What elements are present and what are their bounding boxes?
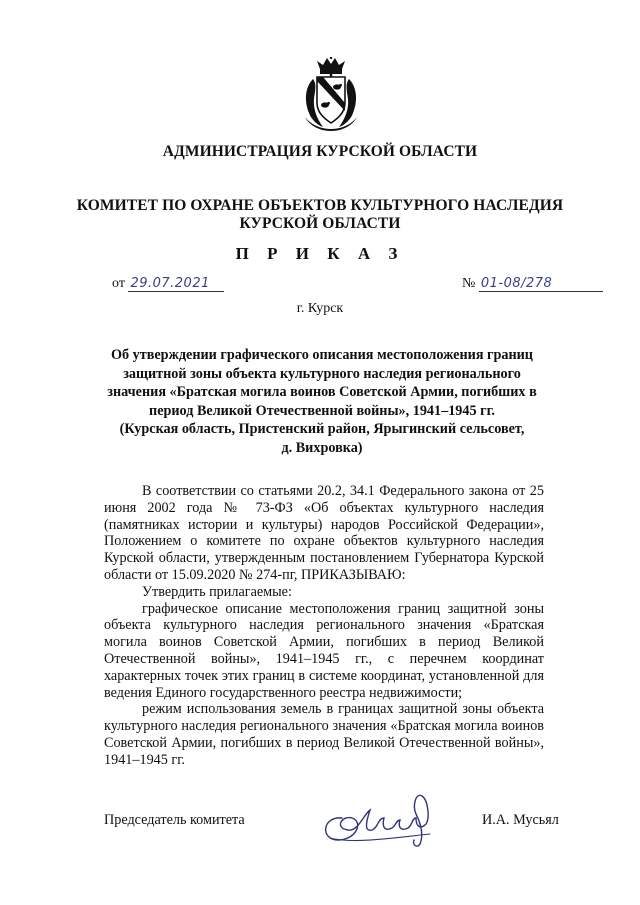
- title-line: д. Вихровка): [281, 439, 363, 456]
- title-line: период Великой Отечественной войны», 1941–1945 гг.: [149, 402, 495, 419]
- body-paragraph: В соответствии со статьями 20.2, 34.1 Федерального закона от 25 июня 2002 года № 73-ФЗ «Об объектах культурного наследия (памятниках истории и культуры) народов Российской Федерации», Положением о комитете по охране объектов культурного наследия Курской области, утвержденным постановлением Губернатора Курской области от 15.09.2020 № 274-пг, ПРИКАЗЫВАЮ:: [104, 483, 544, 583]
- signer-name: И.А. Мусьял: [482, 812, 559, 828]
- order-number-value: 01-08/278: [479, 276, 603, 292]
- coat-of-arms-icon: [303, 57, 359, 131]
- body-paragraph: графическое описание местоположения границ защитной зоны объекта культурного наследия регионального значения «Братская могила воинов Советской Армии, погибших в период Великой Отечественной войны», 1941–1945 гг., с перечнем координат характерных точек этих границ в системе координат, установленной для ведения Единого государственного реестра недвижимости;: [104, 600, 544, 701]
- body-paragraph: Утвердить прилагаемые:: [142, 583, 292, 600]
- order-city: г. Курск: [296, 301, 344, 316]
- administration-heading: АДМИНИСТРАЦИЯ КУРСКОЙ ОБЛАСТИ: [162, 143, 478, 160]
- title-line: значения «Братская могила воинов Советской Армии, погибших в: [107, 384, 537, 400]
- order-number-label: №: [462, 276, 476, 291]
- body-paragraph: режим использования земель в границах защитной зоны объекта культурного наследия регионального значения «Братская могила воинов Советской Армии, погибших в период Великой Отечественной войны», 1941–1945 гг.: [104, 701, 544, 768]
- signature-image: [312, 788, 452, 848]
- order-number: [462, 276, 603, 292]
- title-line: (Курская область, Пристенский район, Ярыгинский сельсовет,: [119, 421, 525, 437]
- order-body: [104, 483, 544, 769]
- committee-heading-line2: КУРСКОЙ ОБЛАСТИ: [239, 215, 401, 232]
- order-date-label: от: [112, 276, 125, 291]
- title-line: Об утверждении графического описания местоположения границ: [110, 347, 533, 363]
- title-line: защитной зоны объекта культурного наследия регионального: [123, 365, 521, 382]
- committee-heading-line1: КОМИТЕТ ПО ОХРАНЕ ОБЪЕКТОВ КУЛЬТУРНОГО НАСЛЕДИЯ: [76, 197, 564, 214]
- order-title: [106, 346, 538, 457]
- document-type-heading: П Р И К А З: [235, 244, 405, 263]
- order-date: [112, 276, 224, 292]
- signer-position: Председатель комитета: [104, 812, 245, 828]
- order-date-value: 29.07.2021: [128, 276, 224, 292]
